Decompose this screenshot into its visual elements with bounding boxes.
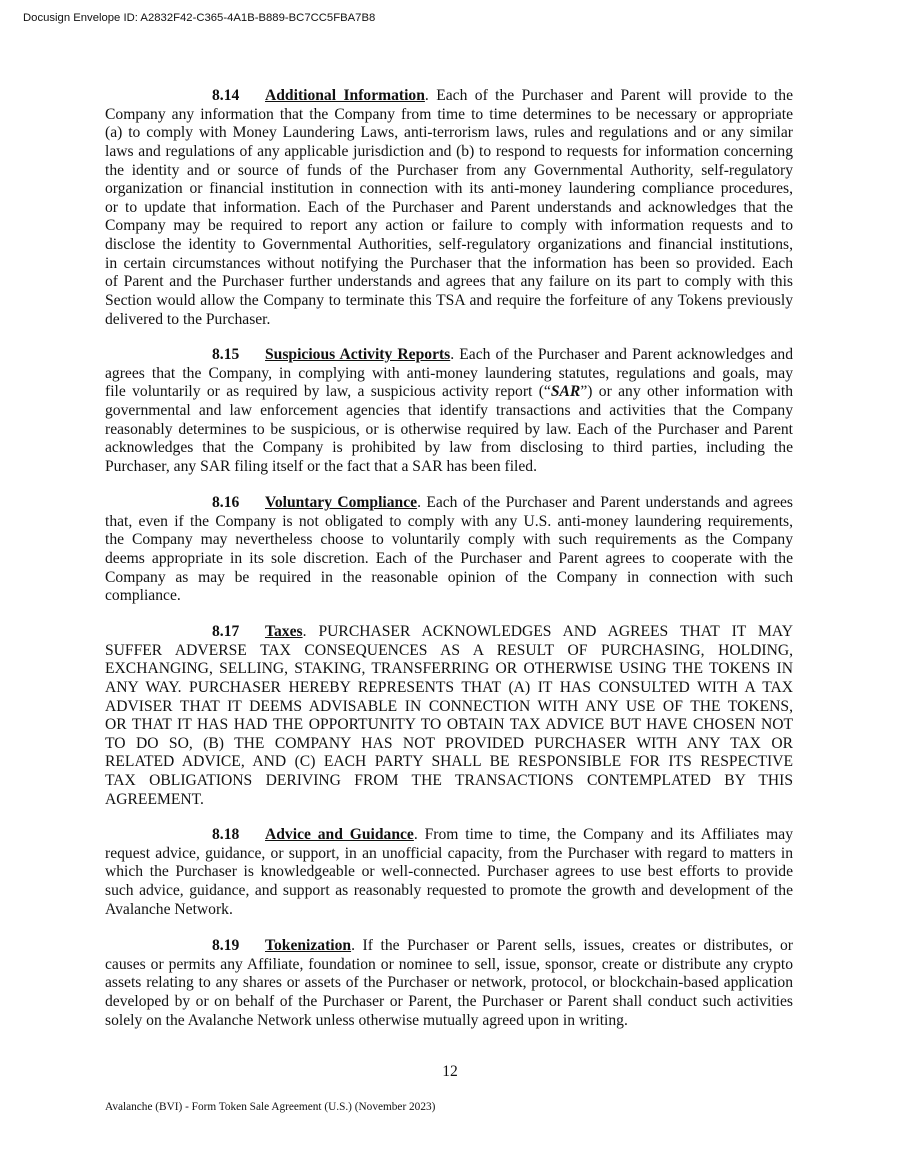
line-text: . If the Purchaser or Parent sells, issues, creates or distributes, or (351, 937, 793, 954)
line-text: of Parent and the Purchaser further understands and agrees that any failure on its part to comply with this (105, 273, 793, 291)
paragraph-line (105, 217, 793, 236)
section-8-16 (105, 494, 793, 606)
paragraph-line (105, 863, 793, 882)
paragraph-line (105, 845, 793, 864)
section-8-18 (105, 826, 793, 919)
paragraph-line (105, 458, 793, 477)
paragraph-line (105, 143, 793, 162)
text-segment: file voluntarily or as required by law, a suspicious activity report (“ (105, 383, 551, 401)
section-heading: Tokenization (265, 937, 352, 954)
line-text: (a) to comply with Money Laundering Laws, anti-terrorism laws, rules and regulations and or any similar (105, 124, 793, 142)
paragraph-line (105, 791, 793, 810)
line-text: the identity and or source of funds of the Purchaser from any Governmental Authority, self-regulatory (105, 161, 793, 179)
line-text: which the Purchaser is knowledgeable or well-connected. Purchaser agrees to use best efforts to provide (105, 863, 793, 881)
line-text: or to update that information. Each of the Purchaser and Parent understands and acknowledges that the (105, 198, 793, 216)
line-text: Company as may be required in the reasonable opinion of the Company in connection with such (105, 568, 793, 586)
line-text: such advice, guidance, and support as reasonably requested to promote the growth and development of the (105, 881, 793, 899)
section-8-17 (105, 623, 793, 809)
section-8-15 (105, 346, 793, 476)
section-heading: Taxes (265, 623, 303, 640)
paragraph-line (105, 180, 793, 199)
line-text: laws and regulations of any applicable jurisdiction and (b) to respond to requests for information concerning (105, 142, 793, 160)
line-text: TO DO SO, (B) THE COMPANY HAS NOT PROVIDED PURCHASER WITH ANY TAX OR (105, 734, 793, 752)
section-number: 8.14 (212, 87, 240, 104)
line-text: . Each of the Purchaser and Parent understands and agrees (417, 494, 793, 511)
line-text: delivered to the Purchaser. (105, 310, 271, 328)
page-number: 12 (442, 1063, 458, 1080)
paragraph-line (105, 956, 793, 975)
section-number: 8.17 (212, 623, 240, 640)
paragraph-line (105, 311, 793, 330)
section-heading: Suspicious Activity Reports (265, 346, 451, 363)
paragraph-line (105, 993, 793, 1012)
section-number: 8.18 (212, 826, 240, 843)
paragraph-line (105, 660, 793, 679)
paragraph-line (105, 439, 793, 458)
line-text: in certain circumstances without notifying the Purchaser that the information has been so provided. Each (105, 254, 793, 272)
line-text: causes or permits any Affiliate, foundation or nominee to sell, issue, sponsor, create or distribute any crypto (105, 955, 793, 973)
paragraph-line (105, 421, 793, 440)
paragraph-line (105, 124, 793, 143)
line-text: Avalanche Network. (105, 900, 233, 918)
paragraph-line (105, 531, 793, 550)
paragraph-line (105, 623, 793, 642)
line-text: Purchaser, any SAR filing itself or the fact that a SAR has been filed. (105, 457, 537, 475)
line-text: reasonably determines to be suspicious, or is otherwise required by law. Each of the Purchaser and Parent (105, 420, 793, 438)
line-text: TAX OBLIGATIONS DERIVING FROM THE TRANSACTIONS CONTEMPLATED BY THIS (105, 772, 793, 790)
line-text: Company any information that the Company from time to time determines to be necessary or appropriate (105, 105, 793, 123)
line-text: disclose the identity to Governmental Authorities, self-regulatory organizations and financial institutions, (105, 236, 793, 254)
section-number: 8.15 (212, 346, 240, 363)
line-text: RELATED ADVICE, AND (C) EACH PARTY SHALL BE RESPONSIBLE FOR ITS RESPECTIVE (105, 753, 793, 771)
paragraph-line (105, 901, 793, 920)
line-text: AGREEMENT. (105, 790, 204, 808)
paragraph-line (105, 273, 793, 292)
paragraph-line (105, 106, 793, 125)
line-text: EXCHANGING, SELLING, STAKING, TRANSFERRING OR OTHERWISE USING THE TOKENS IN (105, 660, 793, 678)
paragraph-line (105, 255, 793, 274)
paragraph-line (105, 346, 793, 365)
paragraph-line (105, 162, 793, 181)
paragraph-line (105, 735, 793, 754)
paragraph-line (105, 937, 793, 956)
paragraph-line (105, 569, 793, 588)
paragraph-line (105, 679, 793, 698)
line-text: . Each of the Purchaser and Parent acknowledges and (450, 346, 793, 363)
paragraph-line (105, 365, 793, 384)
paragraph-line (105, 236, 793, 255)
paragraph-line (105, 550, 793, 569)
paragraph-line (105, 772, 793, 791)
line-text: assets relating to any shares or assets of the Purchaser or network, protocol, or blockchain-based application (105, 974, 793, 992)
line-text: . Each of the Purchaser and Parent will provide to the (424, 87, 793, 104)
section-heading: Additional Information (265, 87, 425, 104)
line-text: . PURCHASER ACKNOWLEDGES AND AGREES THAT IT MAY (302, 623, 793, 640)
line-text: compliance. (105, 587, 181, 605)
line-text: acknowledges that the Company is prohibited by law from disclosing to third parties, including the (105, 439, 793, 457)
paragraph-line (105, 642, 793, 661)
line-text: agrees that the Company, in complying with anti-money laundering statutes, regulations and goals, may (105, 364, 793, 382)
section-8-19 (105, 937, 793, 1030)
text-segment: ”) or any other information with (580, 383, 794, 401)
line-text: governmental and law enforcement agencies that identify transactions and activities that the Company (105, 401, 793, 419)
paragraph-line (105, 402, 793, 421)
paragraph-line (105, 87, 793, 106)
line-text: OR THAT IT HAS HAD THE OPPORTUNITY TO OBTAIN TAX ADVICE BUT HAVE CHOSEN NOT (105, 716, 793, 734)
paragraph-line (105, 199, 793, 218)
paragraph-line (105, 716, 793, 735)
line-text: solely on the Avalanche Network unless otherwise mutually agreed upon in writing. (105, 1011, 628, 1029)
paragraph-line (105, 882, 793, 901)
paragraph-line (105, 513, 793, 532)
line-text: . From time to time, the Company and its Affiliates may (413, 826, 793, 843)
line-text: Section would allow the Company to terminate this TSA and require the forfeiture of any Tokens previously (105, 292, 793, 310)
paragraph-line (105, 494, 793, 513)
line-text: Company may be required to report any action or failure to comply with information requests and to (105, 217, 793, 235)
section-number: 8.19 (212, 937, 240, 954)
line-text: the Company may nevertheless choose to voluntarily comply with such requirements as the Company (105, 531, 793, 549)
line-text: SUFFER ADVERSE TAX CONSEQUENCES AS A RESULT OF PURCHASING, HOLDING, (105, 641, 793, 659)
docusign-envelope-id: Docusign Envelope ID: A2832F42-C365-4A1B-B889-BC7CC5FBA7B8 (23, 12, 376, 24)
section-heading: Voluntary Compliance (265, 494, 418, 511)
paragraph-line (105, 974, 793, 993)
line-text: deems appropriate in its sole discretion. Each of the Purchaser and Parent agrees to cooperate with the (105, 549, 793, 567)
line-text: request advice, guidance, or support, in an unofficial capacity, from the Purchaser with regard to matters in (105, 844, 793, 862)
paragraph-line (105, 587, 793, 606)
paragraph-line (105, 698, 793, 717)
line-text: that, even if the Company is not obligated to comply with any U.S. anti-money laundering requirements, (105, 512, 793, 530)
section-number: 8.16 (212, 494, 240, 511)
line-text: developed by or on behalf of the Purchaser or Parent, the Purchaser or Parent shall conduct such activities (105, 992, 793, 1010)
line-text: ADVISER THAT IT DEEMS ADVISABLE IN CONNECTION WITH ANY USE OF THE TOKENS, (105, 697, 793, 715)
paragraph-line (105, 383, 793, 402)
page-footer: Avalanche (BVI) - Form Token Sale Agreement (U.S.) (November 2023) (105, 1101, 436, 1113)
defined-term: SAR (550, 383, 581, 401)
section-heading: Advice and Guidance (265, 826, 414, 843)
paragraph-line (105, 292, 793, 311)
paragraph-line (105, 826, 793, 845)
paragraph-line (105, 753, 793, 772)
section-8-14 (105, 87, 793, 329)
line-text: organization or financial institution in connection with its anti-money laundering compliance procedures, (105, 180, 793, 198)
line-text: ANY WAY. PURCHASER HEREBY REPRESENTS THAT (A) IT HAS CONSULTED WITH A TAX (105, 678, 793, 696)
paragraph-line (105, 1012, 793, 1031)
